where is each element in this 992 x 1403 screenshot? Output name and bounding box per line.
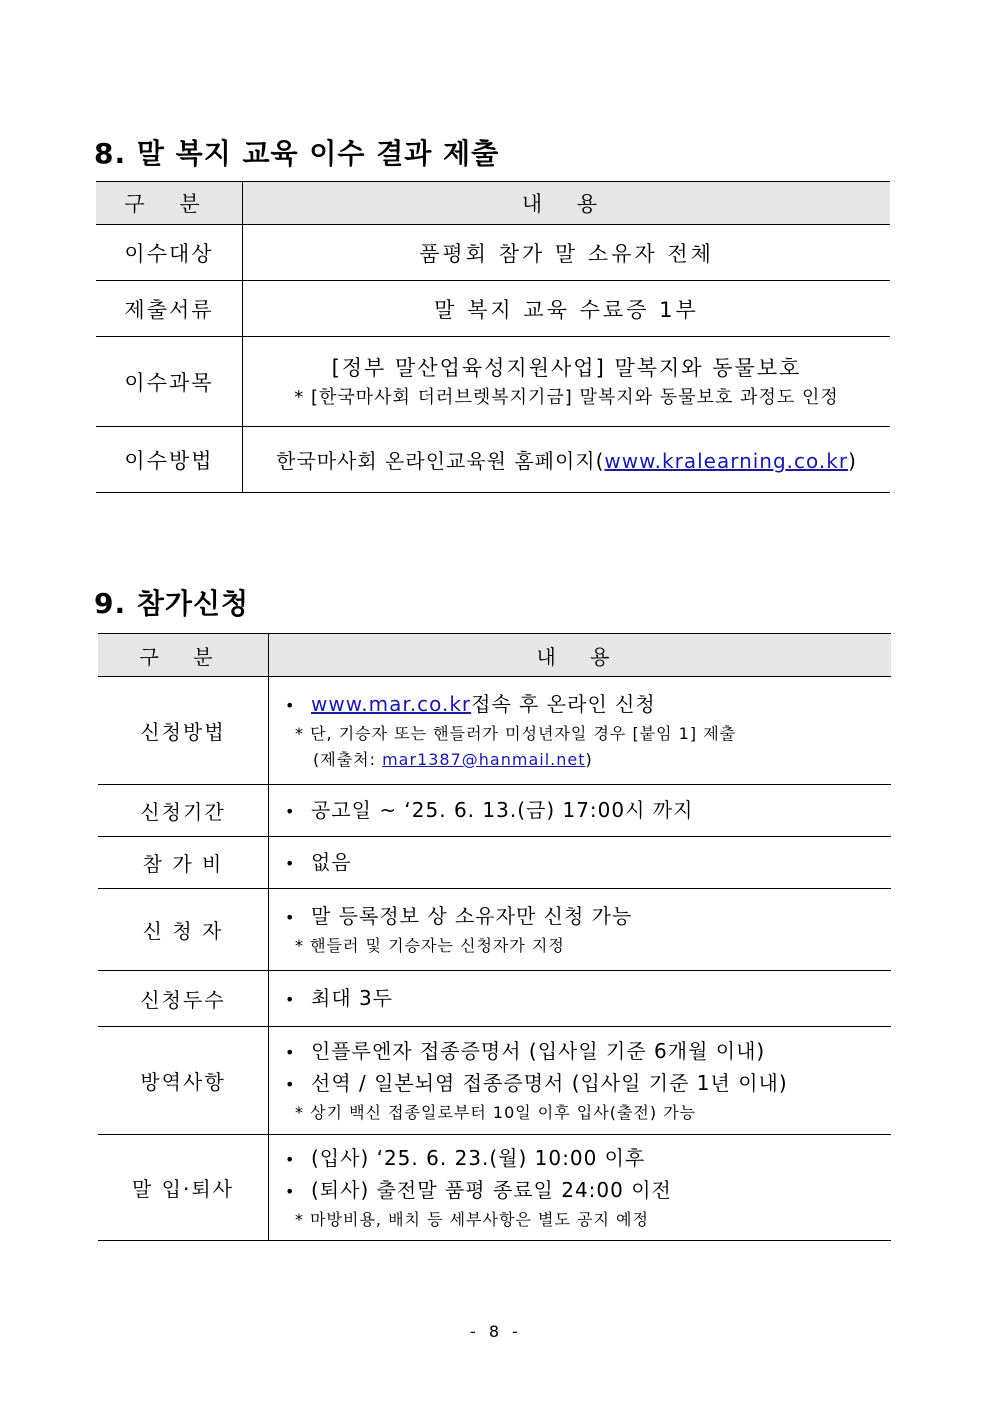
header-category: 구 분: [96, 182, 243, 225]
table-row: [96, 337, 890, 427]
row-label: 이수방법: [96, 427, 243, 493]
course-note: * [한국마사회 더러브렛복지기금] 말복지와 동물보호 과정도 인정: [294, 386, 839, 408]
row-label: 방역사항: [98, 1027, 269, 1135]
bullet-icon: •: [285, 907, 296, 927]
row-value: [269, 971, 892, 1027]
section9-table: [98, 633, 891, 1241]
bullet-icon: •: [285, 801, 296, 821]
quarantine-line-1: 인플루엔자 접종증명서 (입사일 기준 6개월 이내): [311, 1038, 766, 1063]
table-row: [98, 785, 891, 837]
bullet-line: [283, 1175, 891, 1207]
bullet-icon: •: [285, 1042, 296, 1062]
email-link[interactable]: mar1387@hanmail.net: [382, 749, 586, 769]
section9-title: 9. 참가신청: [94, 587, 250, 620]
row-value: [269, 677, 892, 785]
apply-text: 접속 후 온라인 신청: [471, 691, 656, 716]
row-value: [269, 1027, 892, 1135]
table-header-row: [98, 634, 891, 677]
row-label: 참 가 비: [98, 837, 269, 889]
header-category: 구 분: [98, 634, 269, 677]
period-text: 공고일 ~ ‘25. 6. 13.(금) 17:00시 까지: [311, 797, 694, 822]
table-row: [98, 1027, 891, 1135]
table-row: [96, 225, 890, 281]
bullet-line: [283, 847, 891, 879]
fee-text: 없음: [311, 849, 352, 874]
row-value: [269, 889, 892, 971]
section8-table: [96, 181, 890, 493]
row-label: 이수대상: [96, 225, 243, 281]
row-value: [269, 785, 892, 837]
bullet-line: [283, 1036, 891, 1068]
entry-exit-note: * 마방비용, 배치 등 세부사항은 별도 공지 예정: [295, 1209, 649, 1229]
method-suffix: ): [848, 449, 857, 473]
table-row: [98, 889, 891, 971]
course-line-1: [정부 말산업육성지원사업] 말복지와 동물보호: [331, 355, 802, 380]
bullet-line: [283, 689, 891, 721]
kralearning-link[interactable]: www.kralearning.co.kr: [604, 449, 849, 473]
quarantine-line-2: 선역 / 일본뇌염 접종증명서 (입사일 기준 1년 이내): [311, 1070, 788, 1095]
table-row: [96, 427, 890, 493]
page-number: - 8 -: [470, 1322, 522, 1341]
bullet-icon: •: [285, 695, 296, 715]
row-label: 말 입·퇴사: [98, 1135, 269, 1241]
table-row: [98, 837, 891, 889]
contact-suffix: ): [585, 749, 593, 769]
row-value: 말 복지 교육 수료증 1부: [243, 281, 891, 337]
bullet-icon: •: [285, 1149, 296, 1169]
bullet-icon: •: [285, 1181, 296, 1201]
method-text: 한국마사회 온라인교육원 홈페이지(: [276, 449, 605, 473]
bullet-line: [283, 1143, 891, 1175]
entry-line: (입사) ‘25. 6. 23.(월) 10:00 이후: [311, 1145, 646, 1170]
row-value: [269, 1135, 892, 1241]
row-label: 신청방법: [98, 677, 269, 785]
row-value: 품평회 참가 말 소유자 전체: [243, 225, 891, 281]
table-row: [98, 1135, 891, 1241]
applicant-note: * 핸들러 및 기승자는 신청자가 지정: [295, 935, 565, 955]
bullet-line: [283, 1068, 891, 1100]
row-label: 이수과목: [96, 337, 243, 427]
row-value: [243, 337, 891, 427]
row-value: [269, 837, 892, 889]
quarantine-note: * 상기 백신 접종일로부터 10일 이후 입사(출전) 가능: [295, 1102, 697, 1122]
table-header-row: [96, 182, 890, 225]
bullet-line: [283, 901, 891, 933]
exit-line: (퇴사) 출전말 품평 종료일 24:00 이전: [311, 1177, 672, 1202]
row-label: 신청두수: [98, 971, 269, 1027]
row-value: [243, 427, 891, 493]
header-content: 내 용: [243, 182, 891, 225]
apply-contact: [283, 747, 891, 773]
table-row: [98, 677, 891, 785]
contact-prefix: (제출처:: [313, 749, 383, 769]
bullet-line: [283, 795, 891, 827]
section8-title: 8. 말 복지 교육 이수 결과 제출: [94, 137, 500, 170]
bullet-icon: •: [285, 853, 296, 873]
count-text: 최대 3두: [311, 985, 394, 1010]
bullet-icon: •: [285, 1074, 296, 1094]
row-label: 제출서류: [96, 281, 243, 337]
table-row: [98, 971, 891, 1027]
bullet-icon: •: [285, 989, 296, 1009]
mar-site-link[interactable]: www.mar.co.kr: [311, 691, 472, 716]
apply-note: * 단, 기승자 또는 핸들러가 미성년자일 경우 [붙임 1] 제출: [295, 723, 737, 743]
bullet-line: [283, 983, 891, 1015]
row-label: 신청기간: [98, 785, 269, 837]
row-label: 신 청 자: [98, 889, 269, 971]
table-row: [96, 281, 890, 337]
applicant-text: 말 등록정보 상 소유자만 신청 가능: [311, 903, 633, 928]
header-content: 내 용: [269, 634, 892, 677]
